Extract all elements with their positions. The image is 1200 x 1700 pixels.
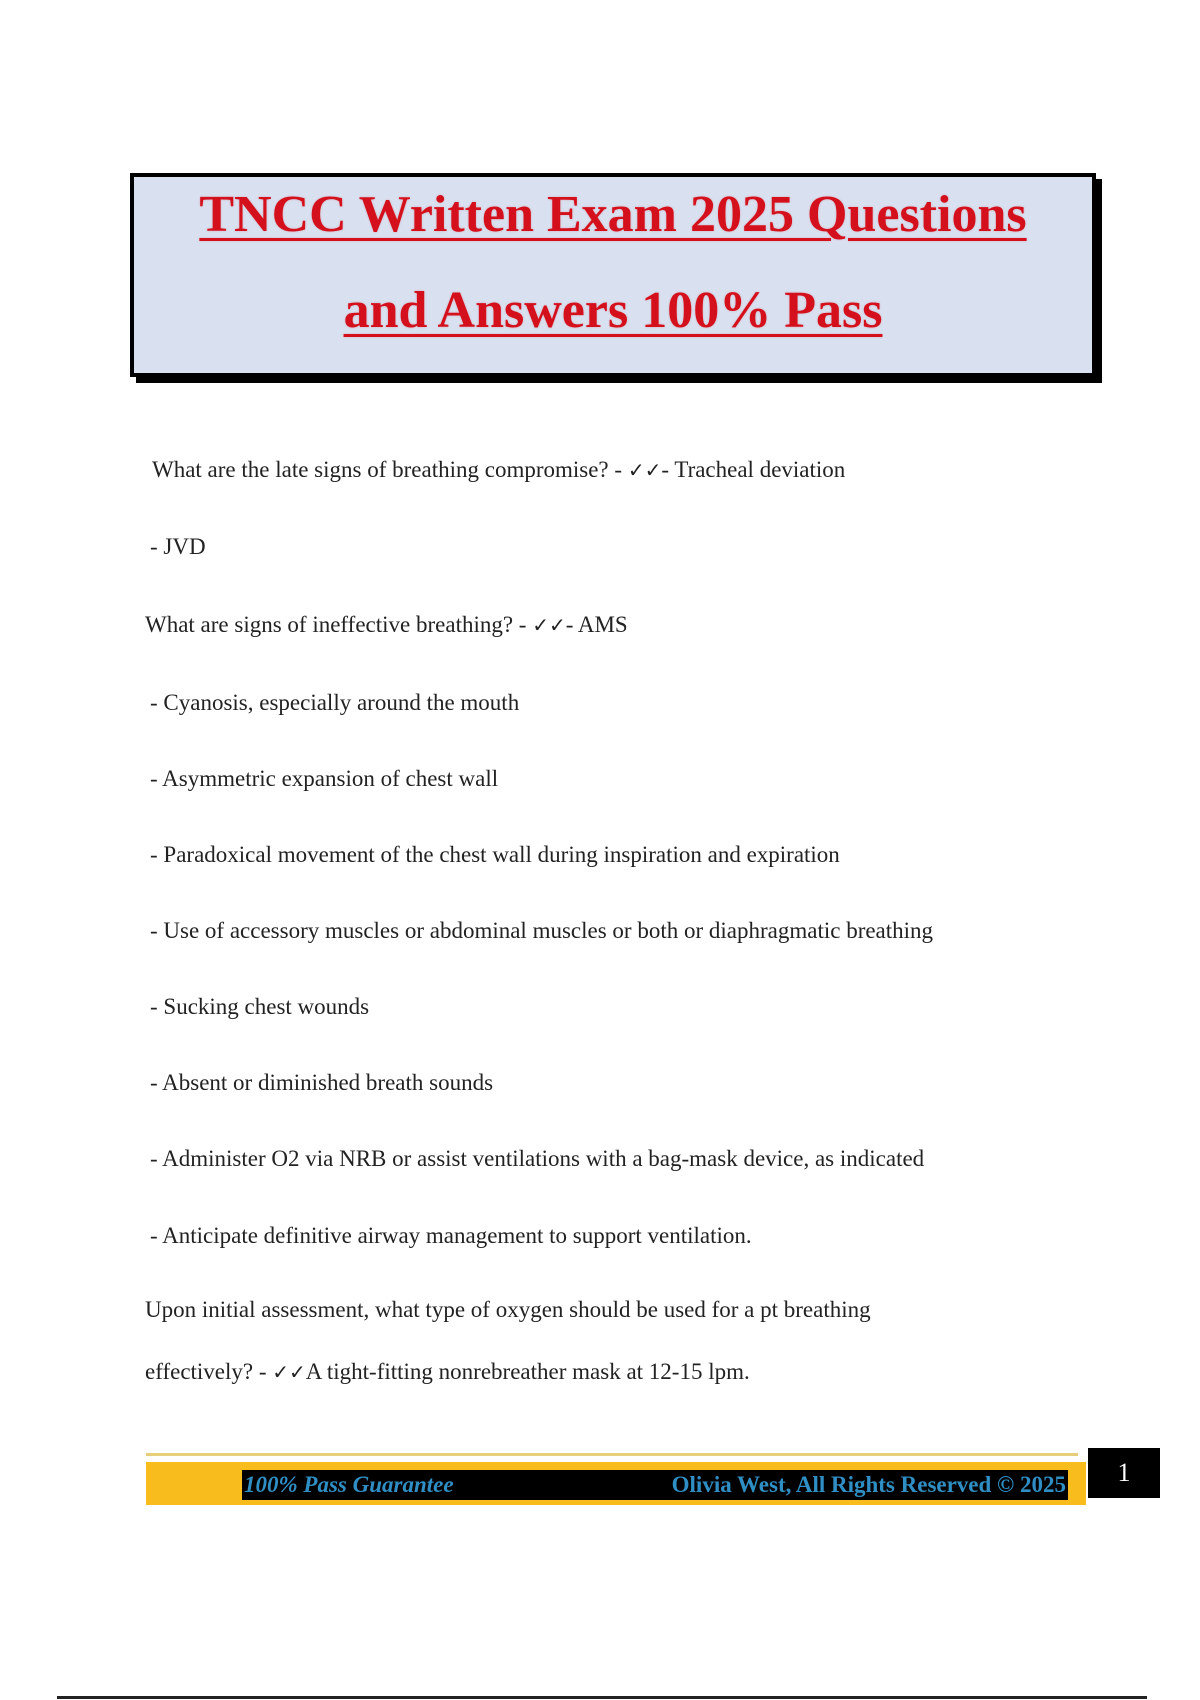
text-line xyxy=(150,765,498,793)
text-segment: - Use of accessory muscles or abdominal muscles or both or diaphragmatic breathing xyxy=(150,918,934,943)
double-check-icon: ✓✓ xyxy=(532,613,566,637)
text-segment: What are signs of ineffective breathing? - xyxy=(145,612,533,637)
text-line xyxy=(145,611,628,639)
answer-segment: A tight-fitting nonrebreather mask at 12-15 lpm. xyxy=(305,1359,750,1384)
page-number: 1 xyxy=(1088,1448,1160,1498)
double-check-icon: ✓✓ xyxy=(627,458,662,482)
answer-segment: - Tracheal deviation xyxy=(661,457,846,482)
text-segment: - JVD xyxy=(150,534,206,559)
text-segment: What are the late signs of breathing compromise? - xyxy=(152,457,628,482)
text-line xyxy=(145,1296,871,1324)
text-line xyxy=(152,456,845,484)
double-check-icon: ✓✓ xyxy=(272,1360,306,1384)
text-segment: - Administer O2 via NRB or assist ventilations with a bag-mask device, as indicated xyxy=(150,1146,925,1171)
text-line xyxy=(145,1358,750,1386)
footer-bar xyxy=(146,1462,1086,1505)
text-line xyxy=(150,841,840,869)
text-segment: effectively? - xyxy=(145,1359,273,1384)
answer-segment: - AMS xyxy=(565,612,628,637)
text-line xyxy=(150,533,206,561)
text-segment: - Paradoxical movement of the chest wall during inspiration and expiration xyxy=(150,842,840,867)
page-bottom-divider xyxy=(57,1696,1147,1699)
footer-guarantee-text: 100% Pass Guarantee xyxy=(244,1472,454,1497)
text-line xyxy=(150,993,369,1021)
title-box xyxy=(130,173,1096,377)
text-segment: - Asymmetric expansion of chest wall xyxy=(150,766,499,791)
text-segment: - Cyanosis, especially around the mouth xyxy=(150,690,520,715)
document-title-line-2: and Answers 100% Pass xyxy=(343,282,883,339)
footer-divider xyxy=(146,1453,1078,1456)
text-segment: - Sucking chest wounds xyxy=(150,994,370,1019)
footer-inner-band xyxy=(242,1470,1068,1500)
text-line xyxy=(150,1222,752,1250)
text-line xyxy=(150,917,933,945)
text-segment: - Absent or diminished breath sounds xyxy=(150,1070,494,1095)
text-line xyxy=(150,1069,493,1097)
footer-copyright-text: Olivia West, All Rights Reserved © 2025 xyxy=(671,1472,1066,1497)
text-segment: Upon initial assessment, what type of oxygen should be used for a pt breathing xyxy=(145,1297,871,1322)
document-title-line-1: TNCC Written Exam 2025 Questions xyxy=(199,186,1027,243)
text-line xyxy=(150,689,519,717)
text-segment: - Anticipate definitive airway management to support ventilation. xyxy=(150,1223,752,1248)
text-line xyxy=(150,1145,924,1173)
